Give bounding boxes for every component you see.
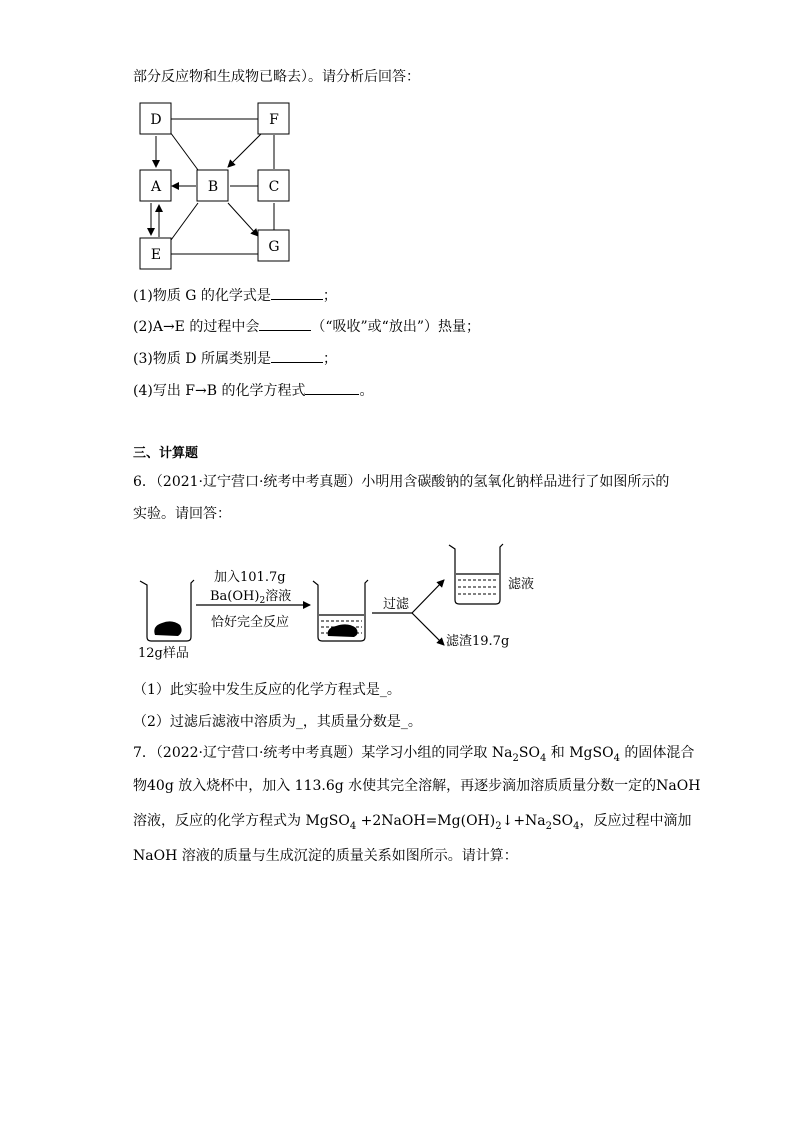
- question-5-3: (3)物质 D 所属类别是 ；: [133, 348, 337, 369]
- question-5-2: (2)A→E 的过程中会 （“吸收”或“放出”）热量；: [133, 316, 480, 337]
- q7-line-3: 溶液，反应的化学方程式为 MgSO$_4$ $+2NaOH=Mg(OH)_2↓+Na_2SO_4$，反应过程中滴加: [133, 813, 692, 832]
- add-amount-label: 加入101.7g: [214, 570, 286, 585]
- sample-label: 12g样品: [138, 646, 189, 661]
- q6-line-1: 6．（2021·辽宁营口·统考中考真题）小明用含碳酸钠的氢氧化钠样品进行了如图所示的: [133, 474, 670, 490]
- filter-label: 过滤: [383, 597, 410, 612]
- reagent-label: $Ba(OH)_2$溶液: [210, 589, 292, 606]
- reaction-condition-label: 恰好完全反应: [211, 615, 290, 630]
- node-E: E: [150, 247, 162, 263]
- q7-line-1: 7．（2022·辽宁营口·统考中考真题）某学习小组的同学取 $Na_2SO_4$ 和 MgSO$_4$ 的固体混合: [133, 745, 695, 764]
- node-B: B: [207, 179, 219, 195]
- experiment-figure: [130, 535, 550, 665]
- q7-line-2: 物40g 放入烧杯中，加入 113.6g 水使其完全溶解，再逐步滴加溶质质量分数一定的NaOH: [133, 778, 701, 794]
- q6-line-2: 实验。请回答：: [133, 506, 231, 522]
- node-C: C: [268, 179, 280, 195]
- question-5-4: (4)写出 F→B 的化学方程式 。: [133, 380, 373, 401]
- answer-blank: [271, 348, 323, 363]
- intro-line: 部分反应物和生成物已略去）。请分析后回答：: [133, 69, 420, 85]
- node-G: G: [268, 239, 280, 255]
- answer-blank: [305, 380, 359, 395]
- residue-label: 滤渣19.7g: [446, 634, 510, 649]
- precipitate-solid: [328, 624, 358, 637]
- answer-blank: [259, 316, 311, 331]
- substance-relationship-diagram: [130, 95, 300, 275]
- q6-sub-1: （1）此实验中发生反应的化学方程式是_。: [133, 682, 401, 698]
- answer-blank: [271, 285, 323, 300]
- section-title: 三、计算题: [133, 446, 199, 461]
- node-D: D: [150, 112, 162, 128]
- question-5-1: (1)物质 G 的化学式是 ；: [133, 285, 337, 306]
- q6-sub-2: （2）过滤后滤液中溶质为_，其质量分数是_。: [133, 714, 422, 730]
- node-A: A: [150, 179, 162, 195]
- node-F: F: [269, 112, 279, 128]
- filtrate-label: 滤液: [508, 577, 535, 592]
- q7-line-4: NaOH 溶液的质量与生成沉淀的质量关系如图所示。请计算：: [133, 848, 518, 864]
- sample-solid: [154, 621, 181, 636]
